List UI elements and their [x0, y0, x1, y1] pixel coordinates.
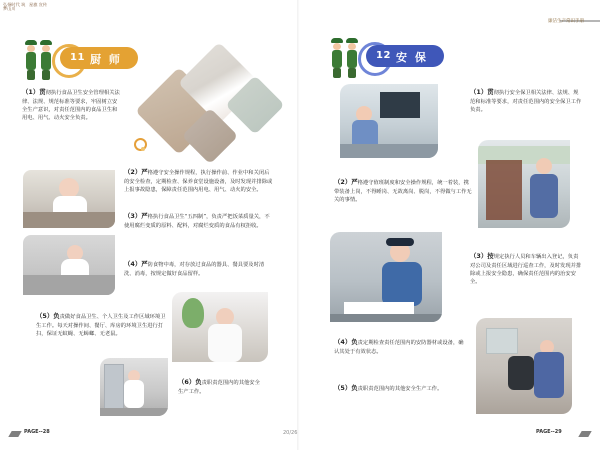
- security-photo-equipment: [476, 318, 572, 414]
- cook-paragraph-6: （6）负责职责范围内的其他安全生产工作。: [178, 378, 260, 395]
- page-stripe: [8, 431, 21, 437]
- security-paragraph-4: （4）负责定期检查责任范围内的安防器材或设备，确认其处于有效状态。: [334, 338, 464, 355]
- brand-sub-text: 星旗 宣传: [29, 2, 48, 7]
- cook-paragraph-4: （4）严防食物中毒，对存放过食品的器具、餐具要及时清洗、消毒，按规定做好食品留样。: [124, 260, 265, 277]
- security-photo-gate: [478, 140, 570, 228]
- security-photo-monitor: [340, 84, 438, 158]
- brand-stamp-text: 弘扬时代 筑梦山川: [3, 2, 26, 12]
- cook-paragraph-1: （1）贯彻执行食品卫生安全管理相关法律、法规、规范标准等要求，牢固树立安全生产意识，对责任范围内的食品卫生和用电、用气、动火安全负责。: [22, 88, 120, 122]
- section-title-pill: [60, 47, 138, 69]
- section-title: 厨 师: [90, 53, 122, 66]
- security-paragraph-5: （5）负责职责范围内的其他安全生产工作。: [334, 384, 443, 392]
- security-paragraph-3: （3）按规定执行人员和车辆出入登记，负责对公司及责任区域进行巡查工作，及时发现并排除或上报安全隐患，确保责任范围内的治安安全。: [470, 252, 582, 286]
- cook-paragraph-2: （2）严格遵守安全操作规程，执行操作前、作业中和关闭后的安全检查，定期检查、保养食堂设施设备，及时发现并排除或上报事故隐患，保障责任范围内用电、用气、动火的安全。: [124, 168, 273, 194]
- section-title: 安 保: [396, 51, 428, 64]
- cook-photo-kitchen: [23, 170, 115, 228]
- section-number: 11: [70, 52, 85, 63]
- cook-photo-plants: [172, 292, 268, 362]
- running-head: 廉洁生产常识手册: [548, 19, 584, 24]
- section-title-pill: [366, 45, 444, 67]
- page-stripe: [578, 431, 591, 437]
- page-label: PAGE--29: [536, 429, 562, 435]
- security-paragraph-2: （2）严格遵守值班制度和安全操作规程，统一着装，携带装备上岗，不得睡岗、无故离岗、脱岗，不得做与工作无关的事情。: [334, 178, 472, 204]
- security-photo-desk: [330, 232, 442, 322]
- decor-dot: [141, 147, 145, 151]
- folio: 20/26: [283, 430, 298, 436]
- security-paragraph-1: （1）贯彻执行安全保卫相关法律、法规、规范和标准等要求，对责任范围内的安全保卫工作负责。: [470, 88, 582, 114]
- brand-stamp: [3, 2, 48, 12]
- cook-paragraph-5: （5）负责做好食品卫生、个人卫生及工作区域环境卫生工作。每天对操作间、餐厅、库房的环境卫生进行打扫，保证无蚊蝇、无蟑螂、无老鼠。: [36, 312, 166, 338]
- cook-paragraph-3: （3）严格执行食品卫生“五四制”，负责严把饭菜质量关，不使用腐烂变质的原料、配料，对腐烂变质的食品有权拒收。: [124, 212, 270, 229]
- page-label: PAGE--28: [24, 429, 50, 435]
- page-security: [300, 0, 600, 450]
- section-number: 12: [376, 50, 391, 61]
- cook-photo-stainless: [100, 358, 168, 416]
- cook-photo-serving: [23, 235, 115, 295]
